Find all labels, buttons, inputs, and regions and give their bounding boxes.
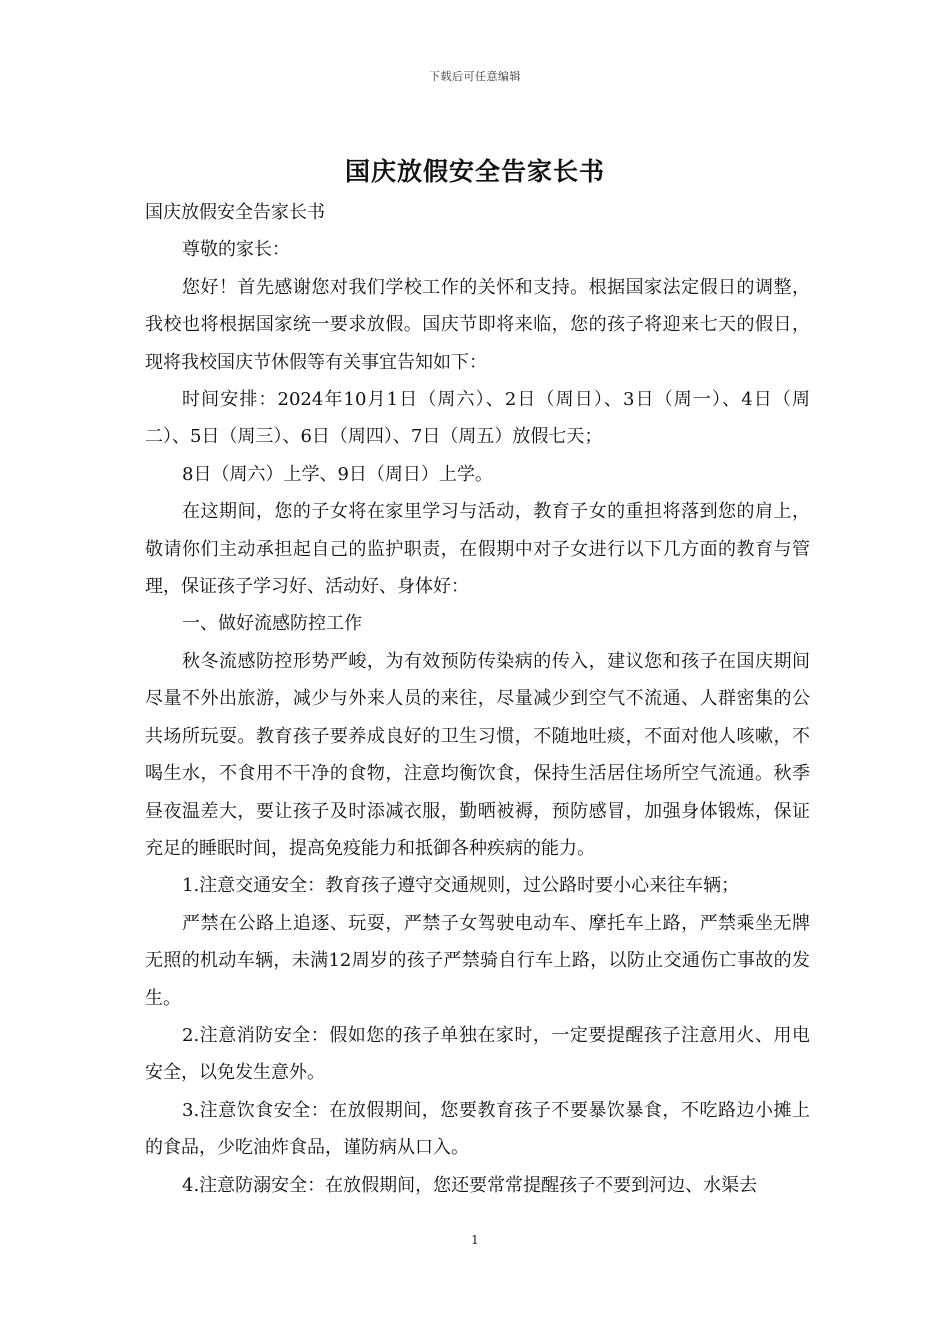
document-title: 国庆放假安全告家长书 bbox=[344, 157, 605, 186]
paragraph-flu-prevention: 秋冬流感防控形势严峻，为有效预防传染病的传入，建议您和孩子在国庆期间尽量不外出旅游，减少与外来人员的来往，尽量减少到空气不流通、人群密集的公共场所玩耍。教育孩子要养成良好的卫生习惯，不随地吐痰，不面对他人咳嗽，不喝生水，不食用不干净的食物，注意均衡饮食，保持生活居住场所空气流通。秋季昼夜温差大，要让孩子及时添减衣服，勤晒被褥，预防感冒，加强身体锻炼，保证充足的睡眠时间，提高免疫能力和抵御各种疾病的能力。 bbox=[145, 650, 810, 859]
greeting: 尊敬的家长： bbox=[182, 239, 290, 261]
paragraph-schedule: 时间安排：2024年10月1日（周六）、2日（周日）、3日（周一）、4日（周二）、5日（周三）、6日（周四）、7日（周五）放假七天； bbox=[145, 389, 810, 448]
item-traffic-safety: 1.注意交通安全：教育孩子遵守交通规则，过公路时要小心来往车辆； bbox=[182, 875, 740, 897]
item-fire-safety: 2.注意消防安全：假如您的孩子单独在家时，一定要提醒孩子注意用火、用电安全，以免发生意外。 bbox=[145, 1024, 810, 1084]
paragraph-intro: 您好！首先感谢您对我们学校工作的关怀和支持。根据国家法定假日的调整，我校也将根据国家统一要求放假。国庆节即将来临，您的孩子将迎来七天的假日，现将我校国庆节休假等有关事宜告知如下： bbox=[145, 276, 810, 373]
document-body bbox=[145, 194, 810, 1204]
paragraph-responsibility: 在这期间，您的子女将在家里学习与活动，教育子女的重担将落到您的肩上，敬请你们主动承担起自己的监护职责，在假期中对子女进行以下几方面的教育与管理，保证孩子学习好、活动好、身体好： bbox=[145, 501, 810, 598]
document-subtitle: 国庆放假安全告家长书 bbox=[145, 202, 325, 223]
item-drowning-safety: 4.注意防溺安全：在放假期间，您还要常常提醒孩子不要到河边、水渠去 bbox=[182, 1174, 758, 1196]
page-number: 1 bbox=[471, 1233, 479, 1247]
section-heading-flu-prevention: 一、做好流感防控工作 bbox=[182, 613, 362, 635]
item-food-safety: 3.注意饮食安全：在放假期间，您要教育孩子不要暴饮暴食，不吃路边小摊上的食品，少吃油炸食品，谨防病从口入。 bbox=[145, 1099, 810, 1159]
item-traffic-safety-continued: 严禁在公路上追逐、玩耍，严禁子女驾驶电动车、摩托车上路，严禁乘坐无牌无照的机动车辆，未满12周岁的孩子严禁骑自行车上路，以防止交通伤亡事故的发生。 bbox=[145, 912, 810, 1009]
header-note: 下载后可任意编辑 bbox=[429, 70, 521, 83]
paragraph-return-dates: 8日（周六）上学、9日（周日）上学。 bbox=[182, 463, 493, 485]
